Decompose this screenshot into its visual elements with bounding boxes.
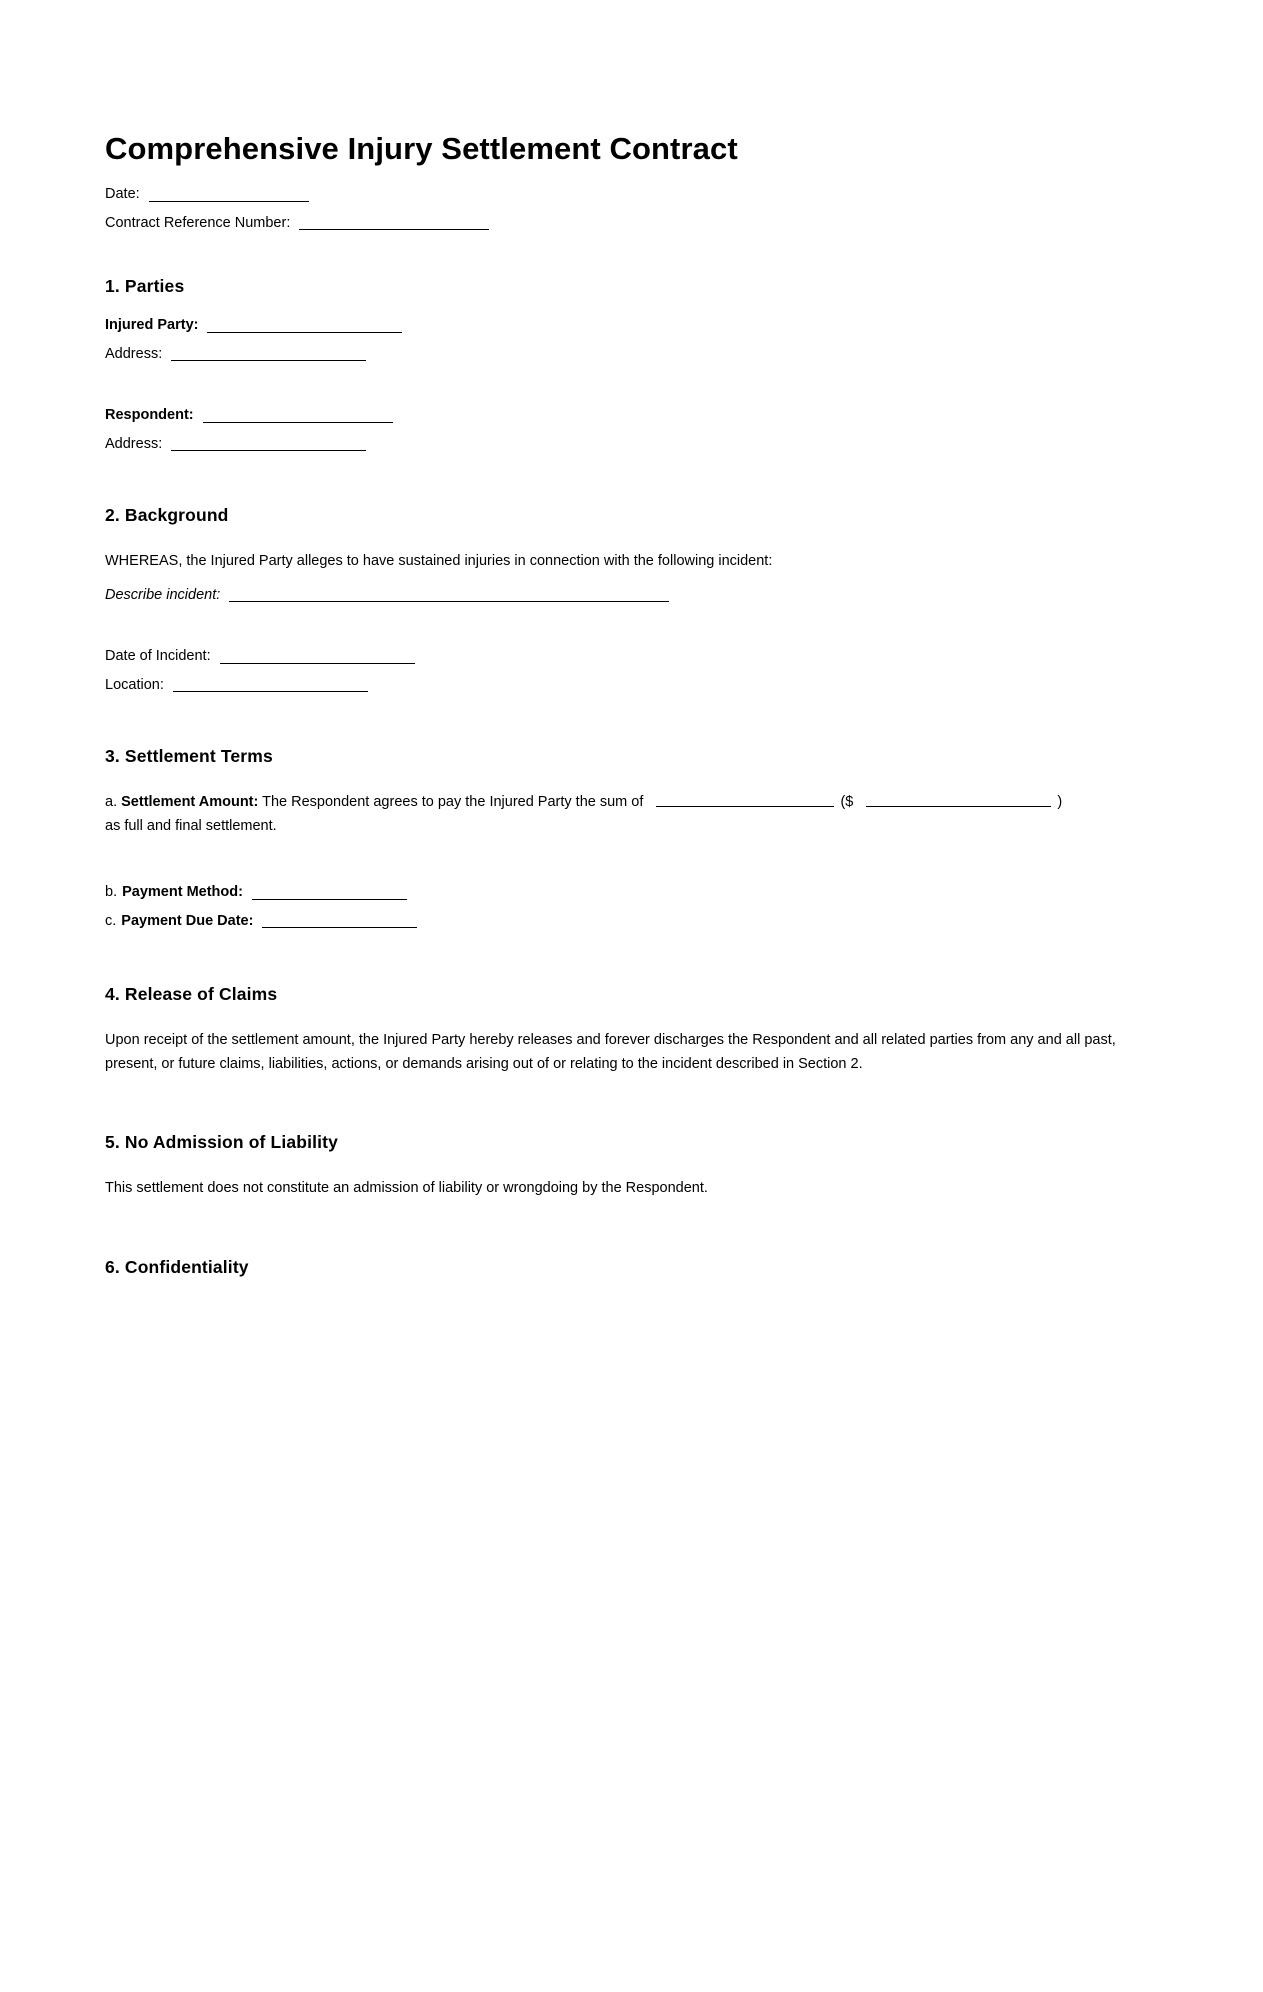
injured-party-field-row [105,318,1127,333]
settlement-amount-text-continued: as full and final settlement. [105,817,277,834]
settlement-terms-spacer [105,838,1127,864]
payment-due-date-input-line[interactable] [262,916,417,928]
location-input-line[interactable] [173,680,368,692]
settlement-amount-marker: a. [105,794,118,811]
location-field-row [105,678,1127,693]
contract-reference-field-row [105,216,1127,231]
date-label: Date: [105,186,140,203]
contract-reference-label: Contract Reference Number: [105,214,291,231]
settlement-amount-paren-close: ) [1057,794,1063,811]
payment-method-field-row [105,885,1127,900]
settlement-amount-text: The Respondent agrees to pay the Injured Party the sum of [262,794,644,811]
no-admission-of-liability-text: This settlement does not constitute an admission of liability or wrongdoing by the Respondent. [105,1180,708,1197]
describe-incident-field-row [105,588,1127,603]
date-of-incident-field-row [105,649,1127,664]
respondent-label: Respondent: [105,407,194,424]
injured-party-label: Injured Party: [105,317,199,334]
injured-party-address-input-line[interactable] [171,349,366,361]
injured-party-input-line[interactable] [207,321,402,333]
payment-due-date-marker: c. [105,912,117,929]
date-of-incident-label: Date of Incident: [105,648,211,665]
background-spacer [105,602,1127,628]
parties-spacer [105,361,1127,387]
injured-party-address-field-row [105,347,1127,362]
contract-reference-input-line[interactable] [299,218,489,230]
settlement-amount-label: Settlement Amount: [121,794,259,811]
payment-method-label: Payment Method: [122,884,243,901]
section-heading-background: 2. Background [105,505,229,526]
section-heading-settlement-terms: 3. Settlement Terms [105,746,273,767]
release-of-claims-text: Upon receipt of the settlement amount, the Injured Party hereby releases and forever discharges the Respondent and all related parties from any and all past, present, or future claims, liabilities, actions, or demands arising out of or relating to the incident described in Section 2. [105,1032,1116,1072]
document-content [105,0,1127,1278]
settlement-amount-words-input-line[interactable] [656,795,834,807]
respondent-address-input-line[interactable] [171,439,366,451]
location-label: Location: [105,676,164,693]
background-intro-text: WHEREAS, the Injured Party alleges to have sustained injuries in connection with the following incident: [105,553,773,570]
payment-method-input-line[interactable] [252,888,407,900]
section-heading-confidentiality: 6. Confidentiality [105,1256,249,1277]
payment-due-date-field-row [105,914,1127,929]
respondent-field-row [105,408,1127,423]
settlement-amount-currency-group [840,794,1062,810]
describe-incident-input-line[interactable] [229,590,669,602]
describe-incident-label: Describe incident: [105,586,221,603]
injured-party-address-label: Address: [105,345,163,362]
respondent-address-label: Address: [105,435,163,452]
settlement-amount-numeric-input-line[interactable] [866,795,1051,807]
settlement-amount-paren-open: ($ [840,794,854,811]
payment-method-marker: b. [105,884,118,901]
date-field-row [105,187,1127,202]
date-of-incident-input-line[interactable] [220,652,415,664]
respondent-address-field-row [105,437,1127,452]
section-heading-release-of-claims: 4. Release of Claims [105,984,278,1005]
date-input-line[interactable] [149,190,309,202]
section-heading-no-admission-of-liability: 5. No Admission of Liability [105,1132,339,1153]
section-heading-parties: 1. Parties [105,276,185,297]
payment-due-date-label: Payment Due Date: [121,912,254,929]
respondent-input-line[interactable] [203,411,393,423]
settlement-amount-paragraph [105,791,1127,838]
page-title: Comprehensive Injury Settlement Contract [105,131,738,166]
